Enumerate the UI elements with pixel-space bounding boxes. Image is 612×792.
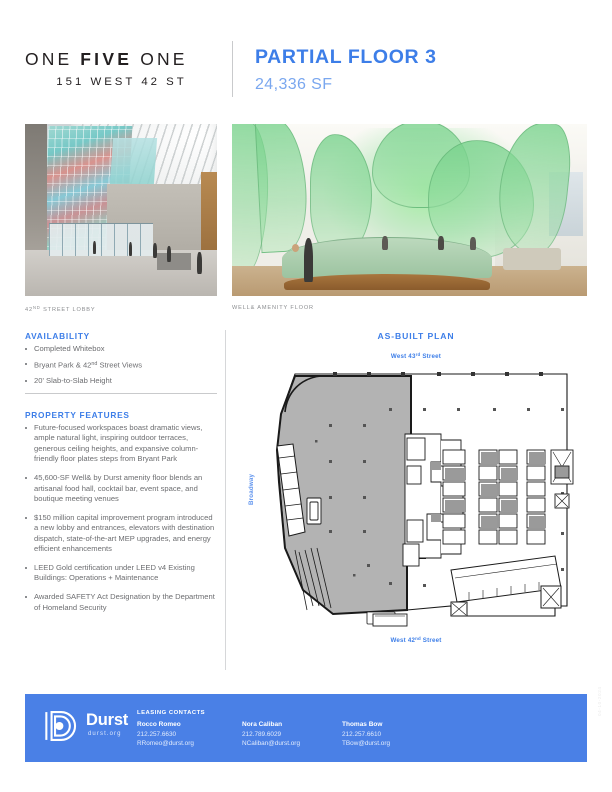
street-label-west-42nd: West 42nd Street — [390, 636, 442, 644]
street-label-broadway: Broadway — [248, 473, 255, 505]
contact-name: Rocco Romeo — [137, 721, 181, 728]
lobby-figure — [93, 241, 96, 254]
plan-west-bay — [307, 498, 321, 524]
plan-south-entry — [373, 614, 407, 626]
building-name — [25, 50, 222, 69]
durst-wordmark: Durst — [86, 711, 129, 729]
page-header — [25, 34, 587, 104]
lobby-security-desk — [157, 253, 191, 270]
amenity-lounge-seating — [503, 248, 561, 270]
contact-email[interactable]: TBow@durst.org — [342, 740, 391, 748]
list-item: LEED Gold certification under LEED v4 Existing Buildings: Operations + Maintenance — [25, 563, 218, 584]
contact-phone[interactable]: 212.789.6029 — [242, 730, 282, 738]
header-divider — [232, 41, 233, 97]
building-name-part-2: FIVE — [80, 48, 133, 69]
plan-southeast-loading — [451, 556, 561, 616]
amenity-figure — [382, 236, 388, 250]
contact-phone[interactable]: 212.257.6630 — [137, 730, 177, 738]
list-item: $150 million capital improvement program introduced a new lobby and entrances, elevators with destination dispatch, state-of-the-art MEP upgrades, and energy efficient enhancements — [25, 513, 218, 555]
photo-well-amenity-floor — [232, 124, 587, 296]
durst-d-icon — [42, 709, 82, 743]
durst-logo[interactable] — [42, 709, 142, 747]
floor-plan-title: AS-BUILT PLAN — [377, 331, 455, 341]
lobby-figure — [197, 252, 202, 274]
contact-email[interactable]: NCaliban@durst.org — [242, 740, 300, 748]
caption-lobby — [25, 305, 95, 313]
contact-phone[interactable]: 212.257.6610 — [342, 730, 382, 738]
building-logo — [25, 50, 222, 88]
lobby-figure — [153, 243, 157, 258]
amenity-photo-art — [232, 124, 587, 296]
building-name-part-3: ONE — [132, 48, 188, 69]
amenity-figure — [438, 236, 444, 250]
as-built-floor-plan — [255, 362, 587, 632]
section-divider — [25, 393, 217, 394]
photo-42nd-street-lobby — [25, 124, 217, 296]
lobby-figure — [129, 242, 132, 256]
availability-heading: AVAILABILITY — [25, 331, 90, 341]
property-features-heading: PROPERTY FEATURES — [25, 410, 130, 420]
amenity-figure — [470, 237, 476, 250]
lobby-photo-art — [25, 124, 217, 296]
lobby-entry-doors — [49, 223, 153, 256]
contact-name: Thomas Bow — [342, 721, 383, 728]
page-footer — [25, 694, 587, 762]
floor-square-footage: 24,336 SF — [255, 75, 333, 93]
list-item: Future-focused workspaces boast dramatic views, ample natural light, inspiring outdoor terraces, generous ceiling heights, and expansive column-friendly floor plates steps from Bryant Park — [25, 423, 218, 465]
street-label-west-43rd: West 43rd Street — [390, 352, 442, 360]
amenity-bar-base — [284, 274, 490, 290]
list-item: Completed Whitebox — [25, 344, 218, 354]
plan-elevator-bank-3 — [527, 450, 545, 544]
document-edge-code: 04-10-2024 — [597, 686, 602, 716]
title-block — [255, 44, 437, 94]
contact-card — [137, 720, 194, 749]
durst-logo-dot — [55, 722, 63, 730]
caption-lobby-sup: ND — [32, 305, 41, 310]
list-item: Bryant Park & 42nd Street Views — [25, 359, 218, 371]
durst-url[interactable]: durst.org — [88, 731, 122, 737]
leasing-contacts-heading: LEASING CONTACTS — [137, 710, 206, 716]
page-title: PARTIAL FLOOR 3 — [255, 46, 437, 69]
availability-list — [25, 344, 218, 392]
contact-card — [242, 720, 300, 749]
caption-lobby-rest: STREET LOBBY — [40, 307, 96, 313]
building-address: 151 WEST 42 ST — [56, 76, 187, 89]
property-features-list — [25, 423, 218, 622]
list-item: 20' Slab-to-Slab Height — [25, 376, 218, 386]
list-item: 45,600-SF Well& by Durst amenity floor blends an artisanal food hall, cocktail bar, event space, and boutique meeting venues — [25, 473, 218, 504]
list-item: Awarded SAFETY Act Designation by the Department of Homeland Security — [25, 592, 218, 613]
plan-east-service-rooms — [551, 450, 573, 508]
building-name-part-1: ONE — [25, 48, 81, 69]
plan-elevator-bank-2 — [479, 450, 517, 544]
caption-amenity: WELL& AMENITY FLOOR — [232, 305, 314, 311]
amenity-figure-head — [292, 244, 299, 252]
contact-email[interactable]: RRomeo@durst.org — [137, 740, 194, 748]
contact-name: Nora Caliban — [242, 721, 283, 728]
amenity-figure — [304, 238, 313, 282]
caption-lobby-text: 42 — [25, 307, 33, 313]
lobby-figure — [167, 246, 171, 262]
contact-card — [342, 720, 390, 749]
column-divider — [225, 330, 226, 670]
